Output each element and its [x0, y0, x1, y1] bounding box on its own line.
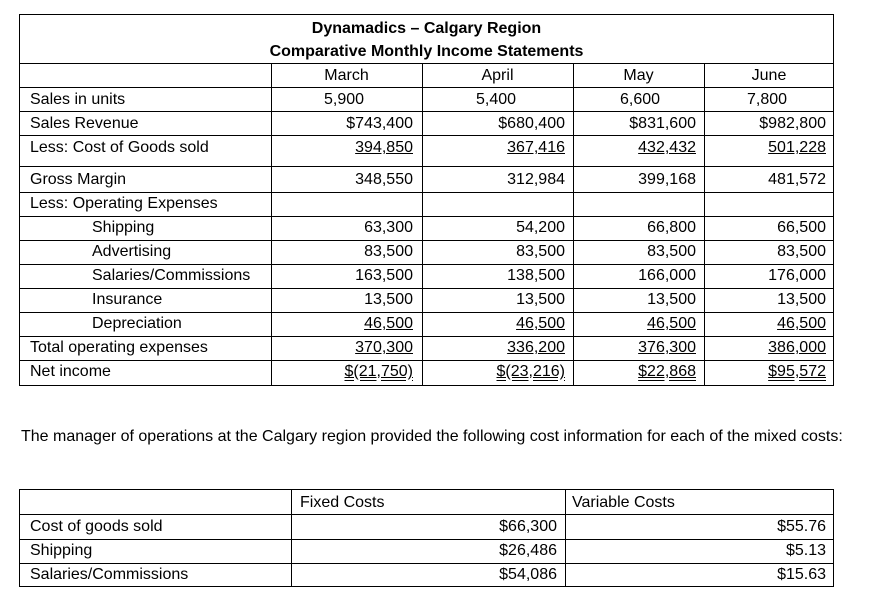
cell-value: 13,500	[516, 291, 565, 308]
variable-cost-value: $5.13	[785, 542, 826, 559]
month-header-march: March	[324, 67, 369, 84]
cell-value: 66,800	[647, 219, 696, 236]
divider	[19, 360, 834, 361]
cell-value: 6,600	[620, 91, 661, 108]
divider	[19, 111, 834, 112]
divider	[19, 514, 834, 515]
cell-value: 370,300	[355, 339, 413, 356]
row-label: Insurance	[92, 291, 163, 308]
cell-value: $(23,216)	[496, 363, 565, 380]
row-label: Salaries/Commissions	[92, 267, 251, 284]
row-label: Advertising	[92, 243, 172, 260]
divider	[19, 264, 834, 265]
month-header-may: May	[623, 67, 654, 84]
divider	[19, 539, 834, 540]
row-label: Sales Revenue	[30, 115, 139, 132]
fixed-cost-value: $54,086	[499, 566, 557, 583]
cell-value: 63,300	[364, 219, 413, 236]
cell-value: 46,500	[364, 315, 413, 332]
row-label: Less: Cost of Goods sold	[30, 139, 209, 156]
fixed-cost-value: $26,486	[499, 542, 557, 559]
cell-value: 46,500	[647, 315, 696, 332]
cell-value: $982,800	[759, 115, 826, 132]
cell-value: 163,500	[355, 267, 413, 284]
variable-costs-header: Variable Costs	[572, 494, 675, 511]
cell-value: 166,000	[638, 267, 696, 284]
cell-value: 348,550	[355, 171, 413, 188]
cell-value: 138,500	[507, 267, 565, 284]
cell-value: 336,200	[507, 339, 565, 356]
cell-value: 46,500	[516, 315, 565, 332]
cell-value: 83,500	[647, 243, 696, 260]
cell-value: 432,432	[638, 139, 696, 156]
divider	[19, 166, 834, 167]
cell-value: 399,168	[638, 171, 696, 188]
cell-value: 46,500	[777, 315, 826, 332]
cost-row-label: Salaries/Commissions	[30, 566, 189, 583]
fixed-costs-header: Fixed Costs	[300, 494, 385, 511]
cell-value: 13,500	[777, 291, 826, 308]
divider	[19, 63, 834, 64]
divider	[19, 216, 834, 217]
cell-value: 83,500	[364, 243, 413, 260]
cell-value: 376,300	[638, 339, 696, 356]
cost-row-label: Cost of goods sold	[30, 518, 163, 535]
statement-title: Dynamadics – Calgary Region	[311, 20, 542, 37]
divider	[19, 312, 834, 313]
cell-value: 5,400	[476, 91, 517, 108]
divider	[19, 135, 834, 136]
fixed-cost-value: $66,300	[499, 518, 557, 535]
cell-value: 312,984	[507, 171, 565, 188]
cell-value: $(21,750)	[344, 363, 413, 380]
cell-value: 367,416	[507, 139, 565, 156]
row-label: Depreciation	[92, 315, 182, 332]
row-label: Less: Operating Expenses	[30, 195, 218, 212]
divider	[19, 288, 834, 289]
statement-subtitle: Comparative Monthly Income Statements	[269, 43, 584, 60]
cell-value: $680,400	[498, 115, 565, 132]
divider	[19, 87, 834, 88]
instruction-paragraph: The manager of operations at the Calgary region provided the following cost information for each of the mixed costs:	[21, 428, 843, 445]
divider	[19, 336, 834, 337]
month-header-june: June	[751, 67, 787, 84]
cell-value: 481,572	[768, 171, 826, 188]
cell-value: $22,868	[638, 363, 696, 380]
row-label: Gross Margin	[30, 171, 127, 188]
row-label: Sales in units	[30, 91, 126, 108]
cell-value: 66,500	[777, 219, 826, 236]
row-label: Net income	[30, 363, 111, 380]
variable-cost-value: $55.76	[777, 518, 826, 535]
cell-value: 501,228	[768, 139, 826, 156]
month-header-april: April	[481, 67, 514, 84]
variable-cost-value: $15.63	[777, 566, 826, 583]
divider	[19, 563, 834, 564]
cell-value: 7,800	[747, 91, 788, 108]
cell-value: 386,000	[768, 339, 826, 356]
cell-value: 13,500	[647, 291, 696, 308]
cell-value: $95,572	[768, 363, 826, 380]
divider	[19, 192, 834, 193]
cell-value: 83,500	[777, 243, 826, 260]
row-label: Total operating expenses	[30, 339, 208, 356]
cell-value: 83,500	[516, 243, 565, 260]
cell-value: 13,500	[364, 291, 413, 308]
cell-value: 54,200	[516, 219, 565, 236]
row-label: Shipping	[92, 219, 155, 236]
cell-value: 5,900	[324, 91, 365, 108]
cell-value: 176,000	[768, 267, 826, 284]
cell-value: $743,400	[346, 115, 413, 132]
divider	[19, 240, 834, 241]
cell-value: $831,600	[629, 115, 696, 132]
cost-row-label: Shipping	[30, 542, 93, 559]
cell-value: 394,850	[355, 139, 413, 156]
